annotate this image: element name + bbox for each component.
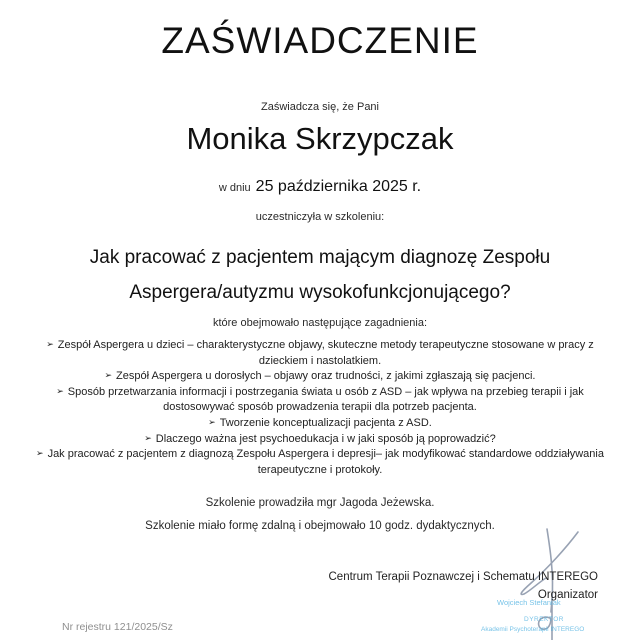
format-line: Szkolenie miało formę zdalną i obejmowało 10 godz. dydaktycznych. [145, 520, 495, 532]
date-line [0, 178, 640, 196]
list-item [30, 432, 610, 448]
stamp-signer-name: Wojciech Stefaniak [497, 598, 561, 607]
training-date: 25 października 2025 r. [255, 178, 422, 195]
date-prefix: w dniu [218, 182, 251, 194]
arrowhead-bullet-icon: ➢ [46, 339, 54, 349]
list-item [30, 447, 610, 478]
topic-text: Jak pracować z pacjentem z diagnozą Zespołu Aspergera i depresji– jak modyfikować standardowe oddziaływania terapeutyczne i protokoły. [47, 448, 604, 476]
recipient-name: Monika Skrzypczak [186, 121, 454, 156]
topic-text: Dlaczego ważna jest psychoedukacja i w jaki sposób ją poprowadzić? [155, 432, 496, 445]
list-item [30, 416, 610, 432]
stamp-organization: Akademii Psychoterapii INTEREGO [481, 626, 585, 633]
arrowhead-bullet-icon: ➢ [144, 432, 152, 443]
topic-text: Zespół Aspergera u dorosłych – objawy oraz trudności, z jakimi zgłaszają się pacjenci. [116, 370, 536, 383]
arrowhead-bullet-icon: ➢ [104, 370, 113, 381]
arrowhead-bullet-icon: ➢ [56, 385, 64, 396]
list-item [30, 369, 610, 385]
arrowhead-bullet-icon: ➢ [36, 448, 44, 459]
trainer-line: Szkolenie prowadziła mgr Jagoda Jeżewska. [205, 497, 435, 509]
topic-text: Sposób przetwarzania informacji i postrzegania świata u osób z ASD – jak wpływa na przebieg terapii i jak dostosowywać sposób prowadzenia terapii dla potrzeb pacjenta. [67, 385, 584, 414]
topic-text: Zespół Aspergera u dzieci – charakterystyczne objawy, skuteczne metody terapeutyczne stosowane w pracy z dzieckiem i nastolatkiem. [57, 339, 594, 367]
organizer-name: Centrum Terapii Poznawczej i Schematu INTEREGO [328, 571, 598, 583]
topic-text: Tworzenie konceptualizacji pacjenta z ASD. [219, 416, 432, 429]
registry-number: Nr rejestru 121/2025/Sz [62, 621, 173, 633]
list-item [30, 385, 610, 416]
topics-list [30, 338, 610, 478]
intro-line: Zaświadcza się, że Pani [261, 101, 379, 113]
course-title: Jak pracować z pacjentem mającym diagnozę Zespołu Aspergera/autyzmu wysokofunkcjonującego? [89, 247, 551, 303]
list-item [30, 338, 610, 369]
page-title: ZAŚWIADCZENIE [161, 20, 479, 61]
arrowhead-bullet-icon: ➢ [208, 416, 216, 427]
organizer-role: Organizator [537, 589, 598, 601]
stamp-signer-title: DYREKTOR [524, 616, 564, 623]
participation-line: uczestniczyła w szkoleniu: [255, 211, 385, 223]
topics-intro: które obejmowało następujące zagadnienia: [212, 317, 428, 329]
